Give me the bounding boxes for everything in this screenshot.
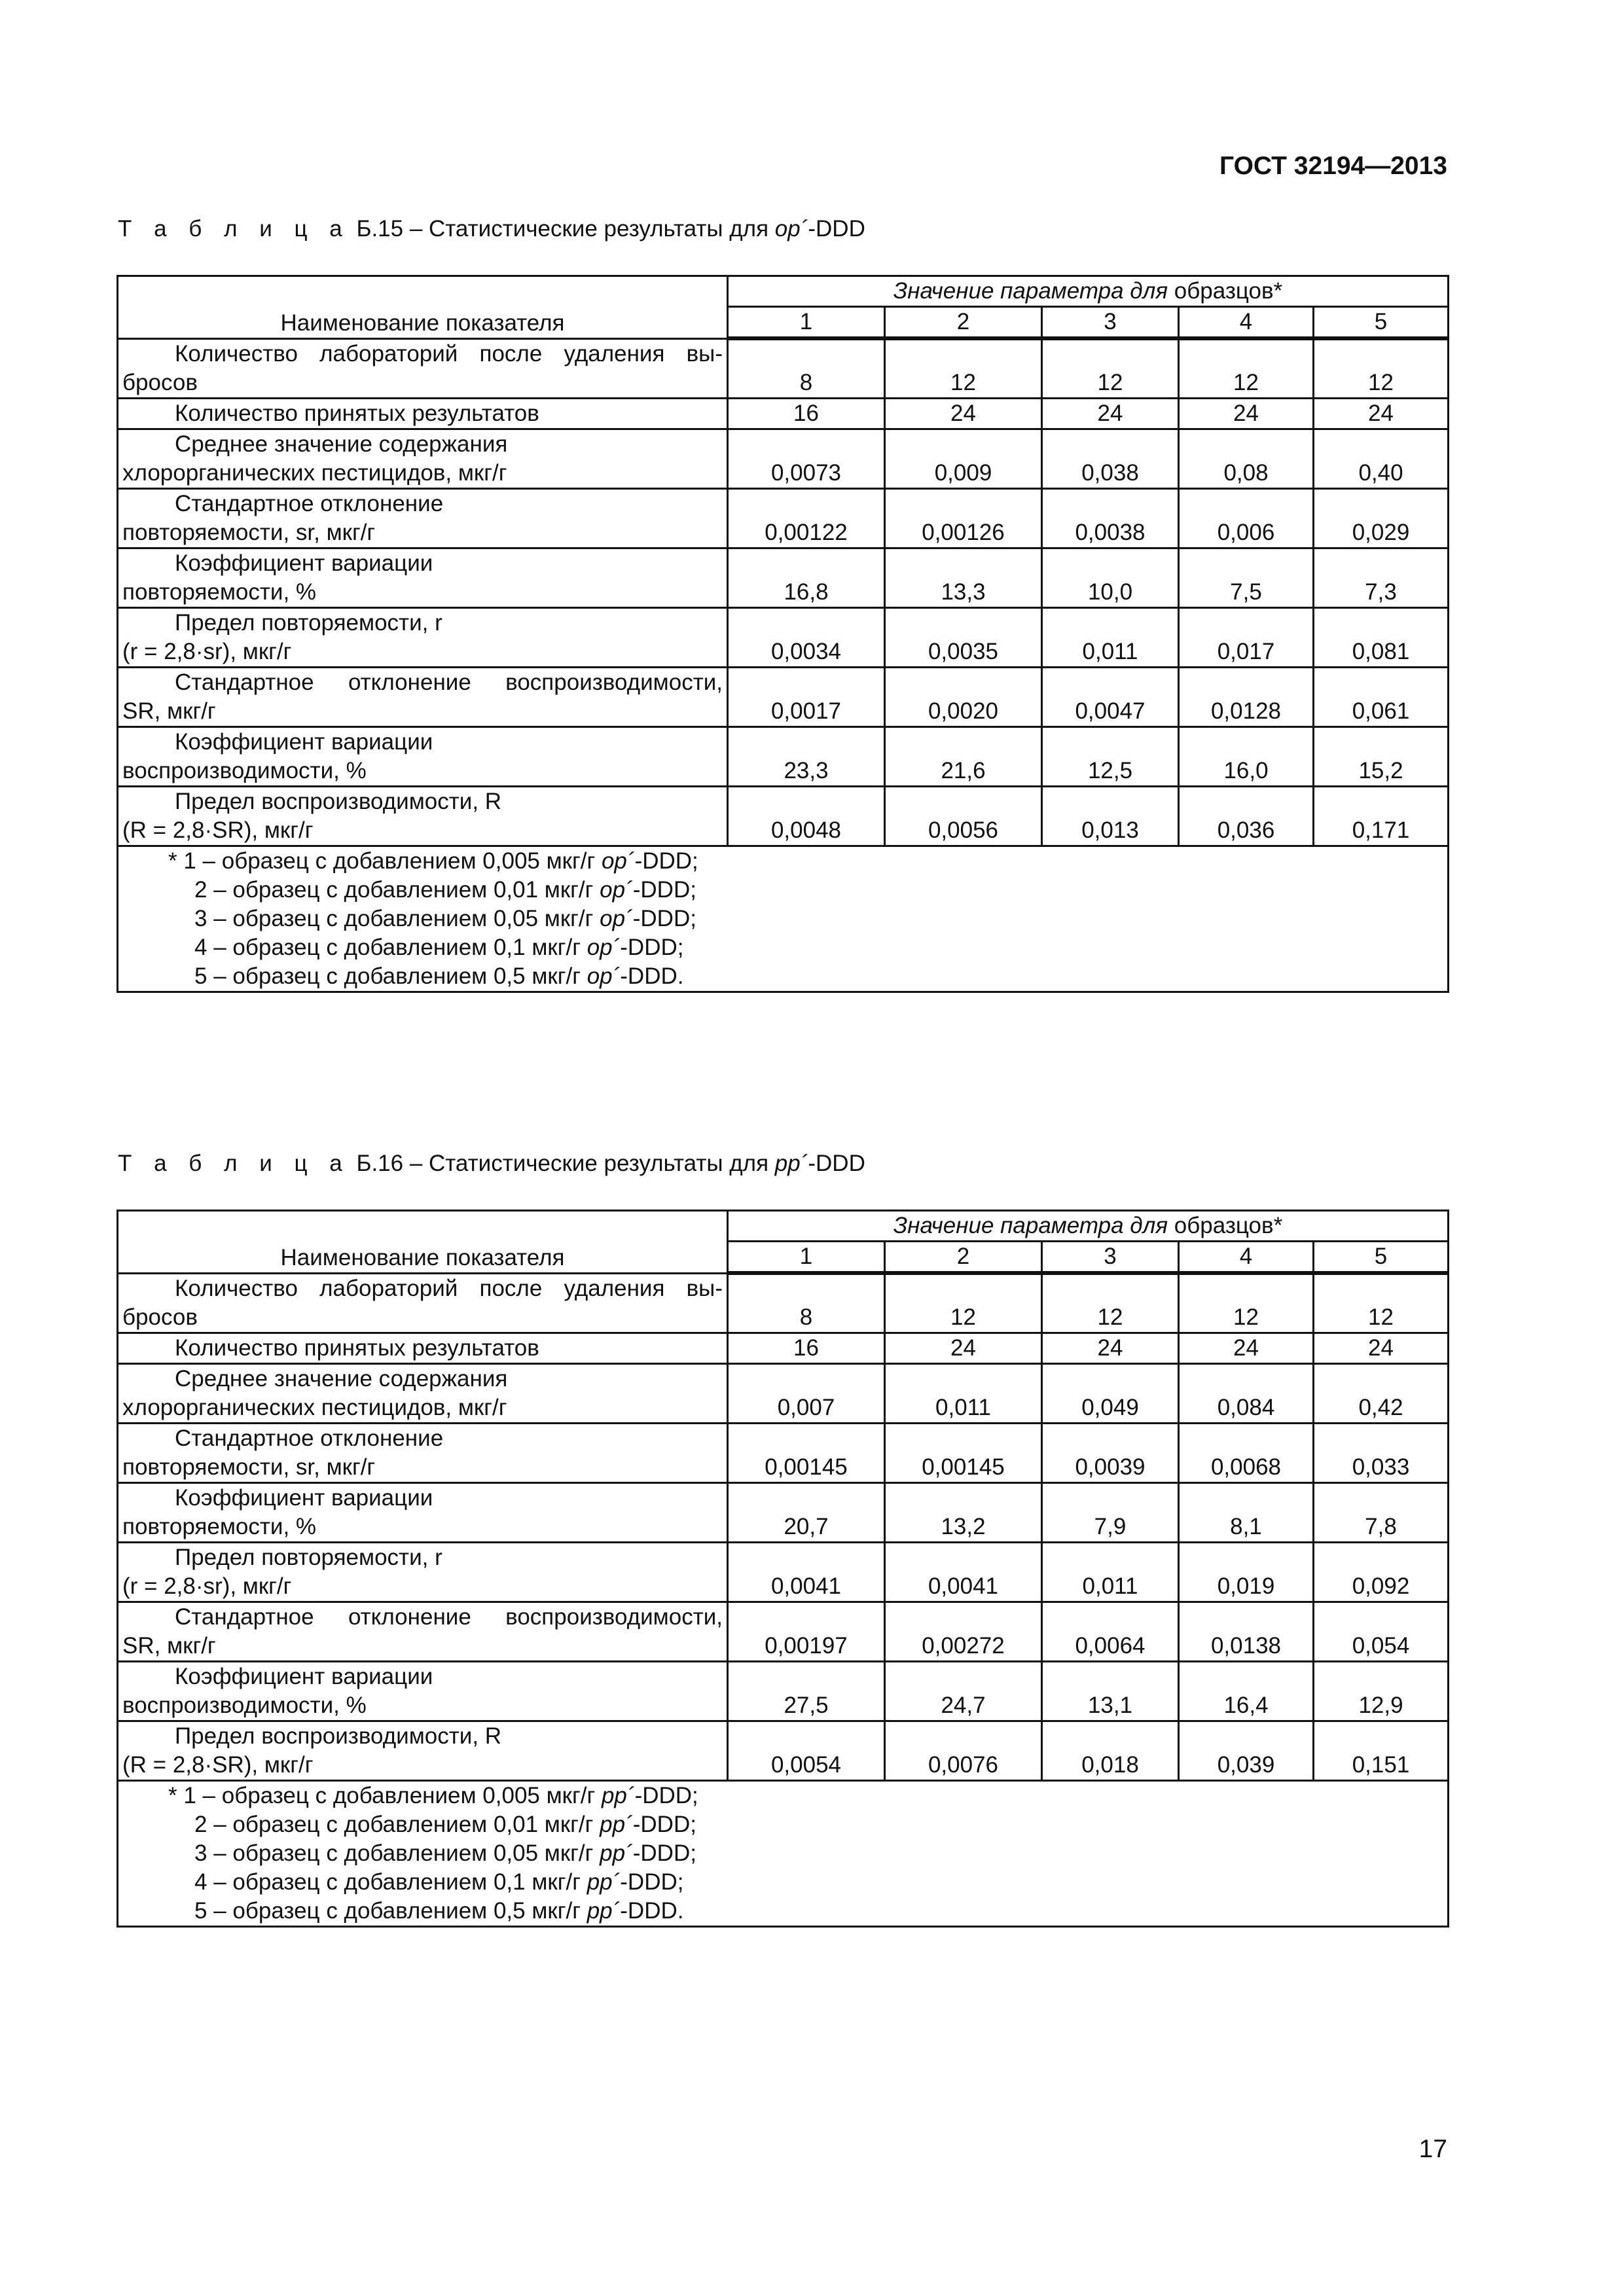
caption-prefix: Т а б л и ц а <box>118 216 350 242</box>
table-cell: 24 <box>1042 1333 1179 1363</box>
caption-suffix: -DDD <box>808 216 865 242</box>
table-cell: 0,061 <box>1314 667 1449 726</box>
row-label: Среднее значение содержания хлорорганических пестицидов, мкг/г <box>118 1363 728 1423</box>
table-head-row <box>118 1211 1449 1242</box>
table-caption-b15 <box>118 216 865 242</box>
sample-number: 5 <box>1314 1242 1449 1274</box>
row-label: Коэффициент вариации повторяемости, % <box>118 1482 728 1542</box>
row-label: Стандартное отклонение повторяемости, sr, мкг/г <box>118 488 728 548</box>
table-row <box>118 607 1449 667</box>
footnote-line: * 1 – образец с добавлением 0,005 мкг/г op´-DDD; <box>168 848 698 874</box>
caption-compound: pp´ <box>774 1151 808 1176</box>
row-label: Количество лабораторий после удаления вы- бросов <box>118 1273 728 1333</box>
table-row <box>118 667 1449 726</box>
table-cell: 24 <box>1314 1333 1449 1363</box>
table-footnote <box>118 1780 1449 1926</box>
table-cell: 0,036 <box>1179 786 1314 846</box>
table-cell: 0,013 <box>1042 786 1179 846</box>
table-cell: 0,0041 <box>728 1542 885 1602</box>
table-row <box>118 548 1449 607</box>
table-cell: 24 <box>1042 398 1179 429</box>
page-header: ГОСТ 32194—2013 <box>1219 152 1447 180</box>
table-cell: 0,081 <box>1314 607 1449 667</box>
table-cell: 0,006 <box>1179 488 1314 548</box>
sample-number: 2 <box>885 307 1042 339</box>
table-row <box>118 338 1449 398</box>
table-cell: 0,084 <box>1179 1363 1314 1423</box>
table-cell: 13,2 <box>885 1482 1042 1542</box>
table-caption-b16 <box>118 1151 865 1177</box>
stats-table-b16 <box>117 1210 1449 1928</box>
table-cell: 0,0076 <box>885 1721 1042 1780</box>
row-label: Предел повторяемости, r (r = 2,8·sr), мкг/г <box>118 1542 728 1602</box>
table-cell: 0,00272 <box>885 1602 1042 1661</box>
table-cell: 23,3 <box>728 726 885 786</box>
table-row <box>118 1661 1449 1721</box>
table-cell: 21,6 <box>885 726 1042 786</box>
table-cell: 24,7 <box>885 1661 1042 1721</box>
table-cell: 15,2 <box>1314 726 1449 786</box>
table-cell: 0,08 <box>1179 429 1314 488</box>
table-cell: 0,0035 <box>885 607 1042 667</box>
table-cell: 0,039 <box>1179 1721 1314 1780</box>
table-cell: 24 <box>1179 1333 1314 1363</box>
table-cell: 12,5 <box>1042 726 1179 786</box>
row-label: Стандартное отклонение воспроизводимости, SR, мкг/г <box>118 1602 728 1661</box>
table-cell: 0,0020 <box>885 667 1042 726</box>
sample-number: 1 <box>728 307 885 339</box>
sample-number: 3 <box>1042 307 1179 339</box>
footnote-line: 5 – образец с добавлением 0,5 мкг/г op´-DDD. <box>194 963 684 989</box>
row-label: Количество лабораторий после удаления вы- бросов <box>118 338 728 398</box>
table-cell: 12 <box>1314 1273 1449 1333</box>
table-cell: 0,0056 <box>885 786 1042 846</box>
table-cell: 0,0047 <box>1042 667 1179 726</box>
table-cell: 0,42 <box>1314 1363 1449 1423</box>
table-cell: 7,5 <box>1179 548 1314 607</box>
table-cell: 12 <box>885 338 1042 398</box>
table-cell: 0,029 <box>1314 488 1449 548</box>
caption-prefix: Т а б л и ц а <box>118 1151 350 1176</box>
footnote-line: 3 – образец с добавлением 0,05 мкг/г pp´-DDD; <box>194 1840 696 1866</box>
table-cell: 24 <box>885 1333 1042 1363</box>
table-cell: 0,0038 <box>1042 488 1179 548</box>
table-cell: 0,00145 <box>885 1423 1042 1482</box>
row-label: Коэффициент вариации воспроизводимости, % <box>118 726 728 786</box>
table-cell: 24 <box>885 398 1042 429</box>
table-cell: 0,0034 <box>728 607 885 667</box>
table-cell: 0,40 <box>1314 429 1449 488</box>
table-cell: 12 <box>885 1273 1042 1333</box>
table-row <box>118 488 1449 548</box>
table-cell: 7,9 <box>1042 1482 1179 1542</box>
sample-number: 3 <box>1042 1242 1179 1274</box>
table-cell: 0,0039 <box>1042 1423 1179 1482</box>
table-cell: 7,8 <box>1314 1482 1449 1542</box>
row-label: Стандартное отклонение воспроизводимости, SR, мкг/г <box>118 667 728 726</box>
table-cell: 16,0 <box>1179 726 1314 786</box>
table-cell: 0,054 <box>1314 1602 1449 1661</box>
table-cell: 0,0068 <box>1179 1423 1314 1482</box>
footnote-line: 5 – образец с добавлением 0,5 мкг/г pp´-DDD. <box>194 1897 684 1924</box>
table-cell: 0,0064 <box>1042 1602 1179 1661</box>
table-row <box>118 1602 1449 1661</box>
row-label: Количество принятых результатов <box>118 1333 728 1363</box>
sample-number: 1 <box>728 1242 885 1274</box>
table-cell: 16,4 <box>1179 1661 1314 1721</box>
table-cell: 0,017 <box>1179 607 1314 667</box>
row-label: Предел повторяемости, r (r = 2,8·sr), мкг/г <box>118 607 728 667</box>
table-cell: 12 <box>1042 338 1179 398</box>
sample-values-header: Значение параметра для образцов* <box>728 276 1449 307</box>
caption-compound: op´ <box>774 216 808 242</box>
table-cell: 0,011 <box>1042 1542 1179 1602</box>
row-label: Коэффициент вариации повторяемости, % <box>118 548 728 607</box>
table-cell: 0,049 <box>1042 1363 1179 1423</box>
footnote-line: * 1 – образец с добавлением 0,005 мкг/г pp´-DDD; <box>168 1782 698 1808</box>
footnote-line: 4 – образец с добавлением 0,1 мкг/г op´-DDD; <box>194 934 684 960</box>
table-cell: 7,3 <box>1314 548 1449 607</box>
table-cell: 0,0017 <box>728 667 885 726</box>
table-cell: 0,0073 <box>728 429 885 488</box>
table-cell: 12 <box>1179 1273 1314 1333</box>
table-cell: 16 <box>728 1333 885 1363</box>
table-cell: 0,092 <box>1314 1542 1449 1602</box>
table-cell: 0,011 <box>885 1363 1042 1423</box>
sample-number: 5 <box>1314 307 1449 339</box>
table-cell: 27,5 <box>728 1661 885 1721</box>
table-head-row <box>118 276 1449 307</box>
table-cell: 0,033 <box>1314 1423 1449 1482</box>
stats-table-b15 <box>117 275 1449 993</box>
table-cell: 0,0041 <box>885 1542 1042 1602</box>
table-cell: 0,0048 <box>728 786 885 846</box>
caption-number: Б.16 – Статистические результаты для <box>356 1151 775 1176</box>
table-row <box>118 398 1449 429</box>
footnote-line: 2 – образец с добавлением 0,01 мкг/г op´-DDD; <box>194 876 696 903</box>
table-cell: 10,0 <box>1042 548 1179 607</box>
table-cell: 12 <box>1314 338 1449 398</box>
sample-values-header: Значение параметра для образцов* <box>728 1211 1449 1242</box>
indicator-name-header: Наименование показателя <box>118 1211 728 1274</box>
indicator-name-header: Наименование показателя <box>118 276 728 339</box>
table-cell: 12 <box>1042 1273 1179 1333</box>
table-footnote-row <box>118 846 1449 992</box>
table-cell: 0,151 <box>1314 1721 1449 1780</box>
table-row <box>118 1333 1449 1363</box>
sample-number: 4 <box>1179 1242 1314 1274</box>
table-cell: 24 <box>1314 398 1449 429</box>
table-row <box>118 1721 1449 1780</box>
table-cell: 0,018 <box>1042 1721 1179 1780</box>
table-row <box>118 1542 1449 1602</box>
sample-number: 2 <box>885 1242 1042 1274</box>
table-cell: 0,0128 <box>1179 667 1314 726</box>
row-label: Количество принятых результатов <box>118 398 728 429</box>
page-number: 17 <box>1418 2135 1447 2163</box>
table-row <box>118 1273 1449 1333</box>
table-cell: 0,011 <box>1042 607 1179 667</box>
sample-number: 4 <box>1179 307 1314 339</box>
table-cell: 0,00126 <box>885 488 1042 548</box>
table-footnote-row <box>118 1780 1449 1926</box>
table-cell: 0,00145 <box>728 1423 885 1482</box>
table-cell: 13,1 <box>1042 1661 1179 1721</box>
table-cell: 12,9 <box>1314 1661 1449 1721</box>
table-row <box>118 1482 1449 1542</box>
table-row <box>118 786 1449 846</box>
table-cell: 16 <box>728 398 885 429</box>
table-cell: 13,3 <box>885 548 1042 607</box>
row-label: Предел воспроизводимости, R (R = 2,8·SR), мкг/г <box>118 1721 728 1780</box>
table-cell: 24 <box>1179 398 1314 429</box>
table-cell: 0,00197 <box>728 1602 885 1661</box>
row-label: Стандартное отклонение повторяемости, sr, мкг/г <box>118 1423 728 1482</box>
table-cell: 8 <box>728 1273 885 1333</box>
caption-suffix: -DDD <box>808 1151 865 1176</box>
table-cell: 0,00122 <box>728 488 885 548</box>
table-cell: 8,1 <box>1179 1482 1314 1542</box>
footnote-line: 4 – образец с добавлением 0,1 мкг/г pp´-DDD; <box>194 1869 684 1895</box>
table-cell: 0,019 <box>1179 1542 1314 1602</box>
footnote-line: 2 – образец с добавлением 0,01 мкг/г pp´-DDD; <box>194 1811 696 1837</box>
table-cell: 8 <box>728 338 885 398</box>
table-row <box>118 1423 1449 1482</box>
table-cell: 0,0054 <box>728 1721 885 1780</box>
table-cell: 16,8 <box>728 548 885 607</box>
table-footnote <box>118 846 1449 992</box>
row-label: Предел воспроизводимости, R (R = 2,8·SR), мкг/г <box>118 786 728 846</box>
table-cell: 12 <box>1179 338 1314 398</box>
table-cell: 0,009 <box>885 429 1042 488</box>
table-row <box>118 1363 1449 1423</box>
caption-number: Б.15 – Статистические результаты для <box>356 216 775 242</box>
table-cell: 0,007 <box>728 1363 885 1423</box>
table-cell: 20,7 <box>728 1482 885 1542</box>
row-label: Коэффициент вариации воспроизводимости, % <box>118 1661 728 1721</box>
table-cell: 0,0138 <box>1179 1602 1314 1661</box>
table-row <box>118 726 1449 786</box>
row-label: Среднее значение содержания хлорорганических пестицидов, мкг/г <box>118 429 728 488</box>
table-row <box>118 429 1449 488</box>
table-cell: 0,171 <box>1314 786 1449 846</box>
footnote-line: 3 – образец с добавлением 0,05 мкг/г op´-DDD; <box>194 905 696 931</box>
table-cell: 0,038 <box>1042 429 1179 488</box>
